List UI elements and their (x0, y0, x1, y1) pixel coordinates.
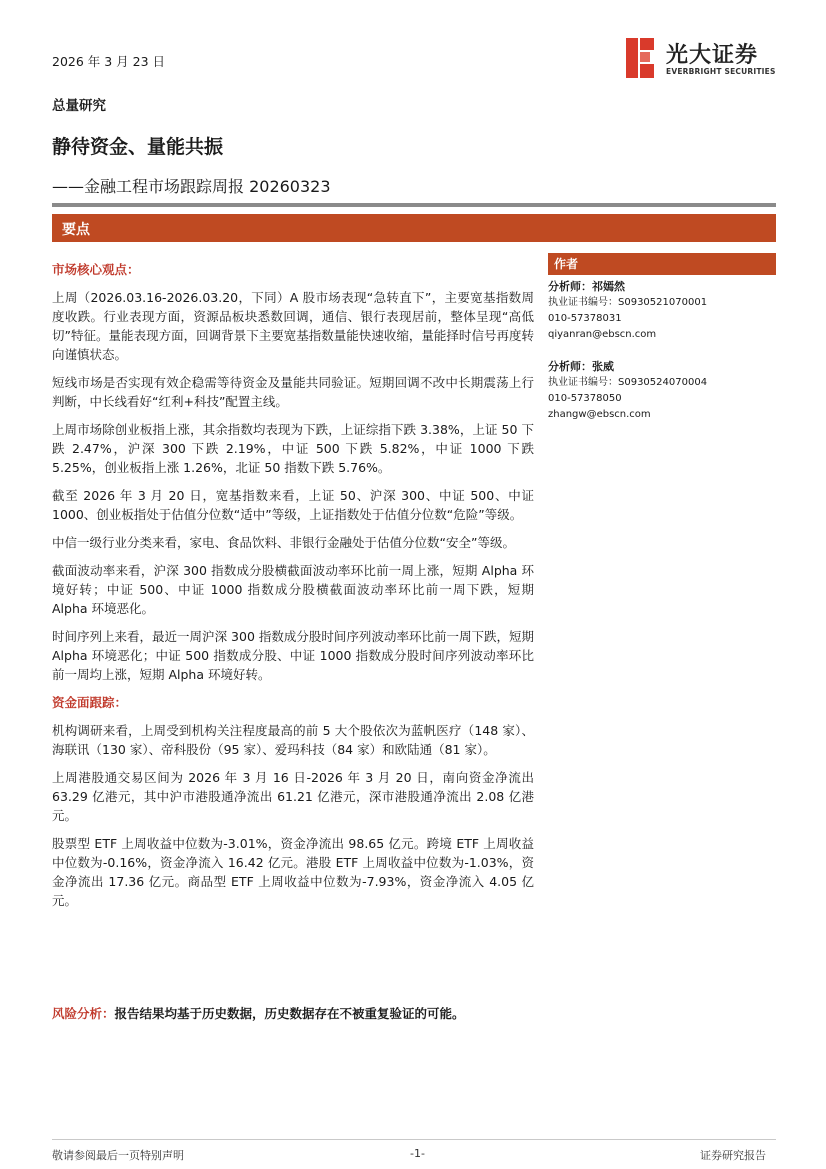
analyst-phone: 010-57378050 (548, 393, 622, 404)
report-category: 总量研究 (52, 98, 106, 114)
market-view-paragraph: 截面波动率来看，沪深 300 指数成分股横截面波动率环比前一周上涨，短期 Alpha 环境好转；中证 500、中证 1000 指数成分股横截面波动率环比前一周下跌，短期 Alpha 环境恶化。 (52, 563, 534, 616)
report-date: 2026 年 3 月 23 日 (52, 54, 166, 69)
authors-sidebar (548, 253, 776, 423)
risk-label: 风险分析： (52, 1006, 115, 1021)
key-points-bar (52, 214, 776, 242)
analyst-email[interactable]: qiyanran@ebscn.com (548, 329, 657, 340)
report-subtitle: ——金融工程市场跟踪周报 20260323 (52, 177, 331, 196)
main-content (52, 260, 534, 919)
report-title: 静待资金、量能共振 (52, 136, 224, 158)
fund-flow-paragraph: 机构调研来看，上周受到机构关注程度最高的前 5 大个股依次为蓝帆医疗（148 家）、海联讯（130 家）、帝科股份（95 家）、爱玛科技（84 家）和欧陆通（81 家）。 (52, 723, 534, 757)
risk-text: 报告结果均基于历史数据，历史数据存在不被重复验证的可能。 (114, 1006, 465, 1021)
footer-disclaimer: 敬请参阅最后一页特别声明 (52, 1149, 184, 1162)
analyst-email[interactable]: zhangw@ebscn.com (548, 409, 651, 420)
fund-flow-paragraph: 上周港股通交易区间为 2026 年 3 月 16 日-2026 年 3 月 20 日，南向资金净流出 63.29 亿港元，其中沪市港股通净流出 61.21 亿港元，深市港股通净流出 2.08 亿港元。 (52, 770, 534, 823)
analyst-card (548, 279, 776, 343)
risk-analysis (52, 1004, 532, 1022)
everbright-logo-icon (624, 36, 658, 80)
market-view-paragraph: 上周（2026.03.16-2026.03.20，下同）A 股市场表现“急转直下”，主要宽基指数周度收跌。行业表现方面，资源品板块悉数回调，通信、银行表现居前，整体呈现“高低切”特征。量能表现方面，回调背景下主要宽基指数量能快速收缩，量能择时信号再度转向谨慎状态。 (52, 290, 534, 362)
logo-text-en: EVERBRIGHT SECURITIES (666, 67, 776, 76)
analyst-card (548, 359, 776, 423)
market-view-paragraph: 截至 2026 年 3 月 20 日，宽基指数来看，上证 50、沪深 300、中证 500、中证 1000、创业板指处于估值分位数“适中”等级，上证指数处于估值分位数“危险”等级。 (52, 488, 534, 522)
logo-text-cn: 光大证券 (666, 43, 759, 68)
authors-label: 作者 (548, 253, 776, 275)
market-view-paragraph: 中信一级行业分类来看，家电、食品饮料、非银行金融处于估值分位数“安全”等级。 (52, 535, 515, 550)
analyst-phone: 010-57378031 (548, 313, 622, 324)
footer-report-type: 证券研究报告 (700, 1149, 766, 1162)
page-number: -1- (410, 1147, 425, 1160)
analyst-cert: 执业证书编号：S0930524070004 (548, 377, 708, 388)
market-view-paragraph: 短线市场是否实现有效企稳需等待资金及量能共同验证。短期回调不改中长期震荡上行判断，中长线看好“红利+科技”配置主线。 (52, 375, 534, 409)
analyst-cert: 执业证书编号：S0930521070001 (548, 297, 708, 308)
key-points-label: 要点 (62, 222, 90, 238)
market-view-paragraph: 上周市场除创业板指上涨，其余指数均表现为下跌，上证综指下跌 3.38%，上证 50 下跌 2.47%，沪深 300 下跌 2.19%，中证 500 下跌 5.82%，中证 1000 下跌 5.25%，创业板指上涨 1.26%，北证 50 指数下跌 5.76%。 (52, 422, 534, 475)
header-divider (52, 203, 776, 207)
footer-divider (52, 1139, 776, 1140)
market-view-paragraph: 时间序列上来看，最近一周沪深 300 指数成分股时间序列波动率环比前一周下跌，短期 Alpha 环境恶化；中证 500 指数成分股、中证 1000 指数成分股时间序列波动率环比前一周均上涨，短期 Alpha 环境好转。 (52, 629, 534, 682)
fund-flow-paragraph: 股票型 ETF 上周收益中位数为-3.01%，资金净流出 98.65 亿元。跨境 ETF 上周收益中位数为-0.16%，资金净流入 16.42 亿元。港股 ETF 上周收益中位数为-1.03%，资金净流出 17.36 亿元。商品型 ETF 上周收益中位数为-7.93%，资金净流入 4.05 亿元。 (52, 836, 534, 908)
fund-flow-heading: 资金面跟踪： (52, 695, 128, 710)
market-view-heading: 市场核心观点： (52, 262, 140, 277)
analyst-name: 分析师：祁嫣然 (548, 280, 625, 293)
analyst-name: 分析师：张威 (548, 360, 614, 373)
company-logo (624, 36, 784, 84)
